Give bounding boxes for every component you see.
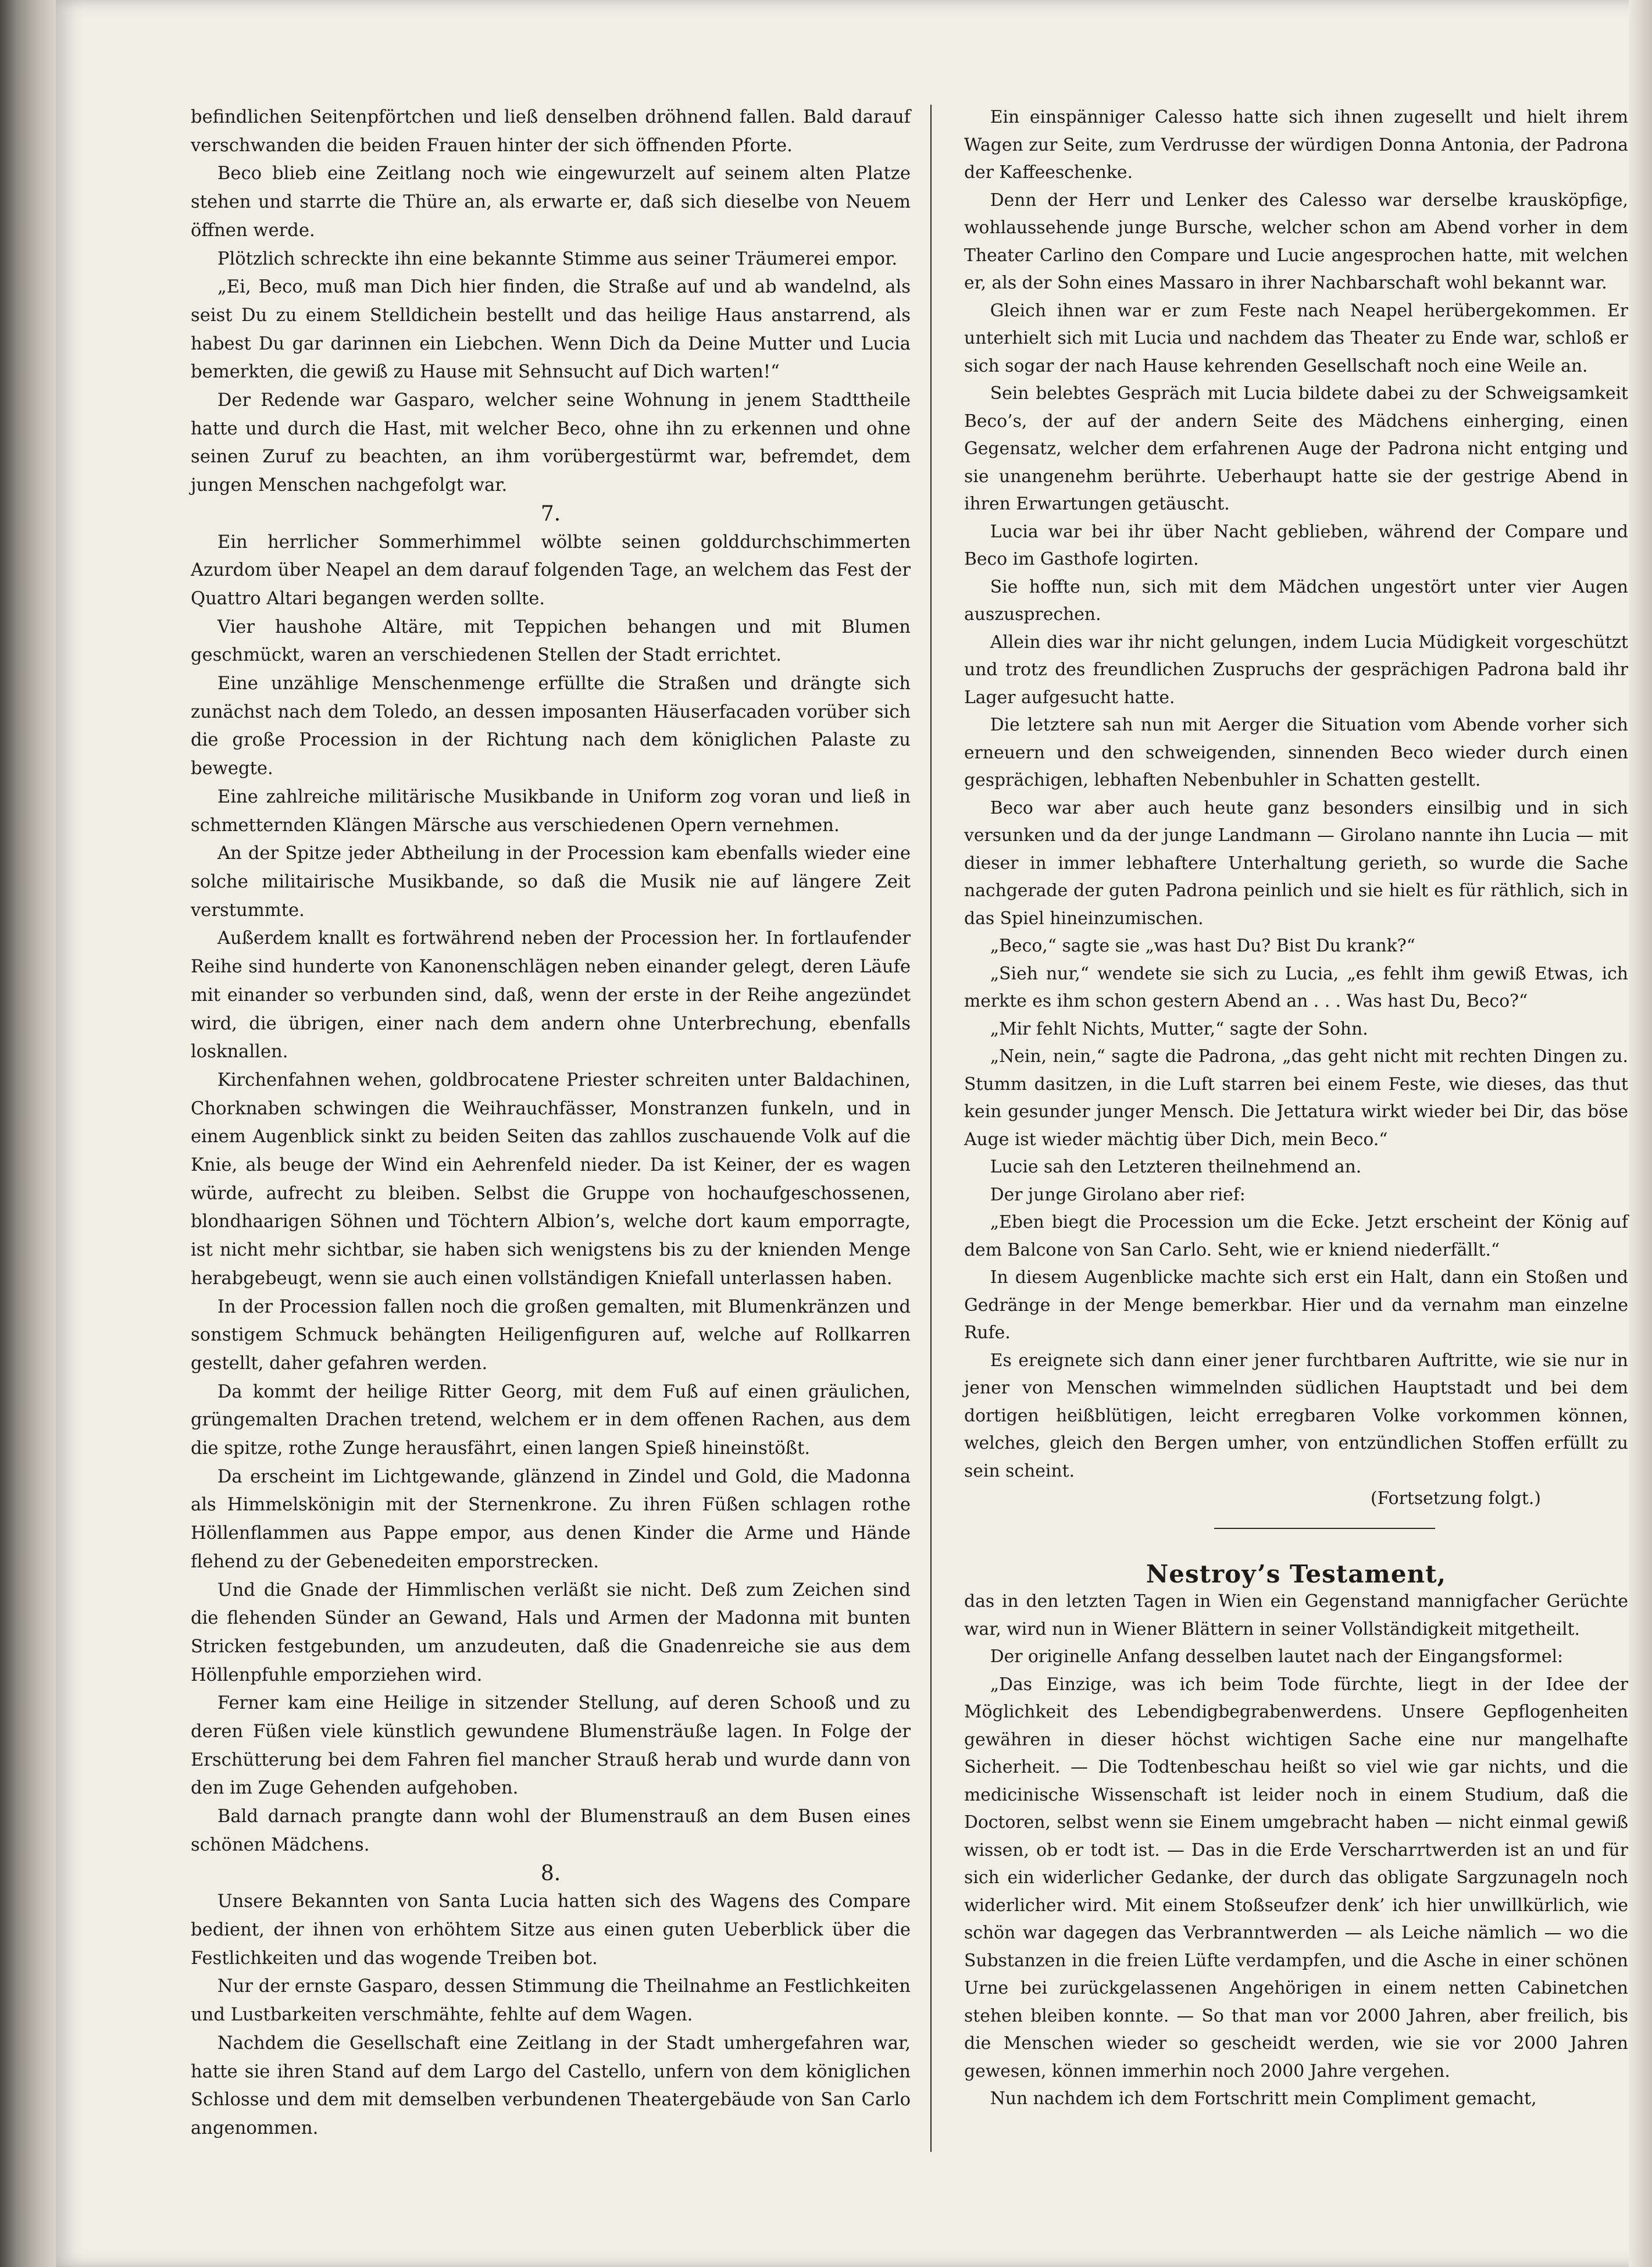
paragraph: Plötzlich schreckte ihn eine bekannte Stimme aus seiner Träumerei empor. xyxy=(217,248,898,269)
paragraph: das in den letzten Tagen in Wien ein Gegenstand mannigfacher Gerüchte war, wird nun in Wiener Blättern in seiner Vollständigkeit mitgetheilt. xyxy=(964,1591,1628,1639)
paragraph: Ein herrlicher Sommerhimmel wölbte seinen golddurchschimmerten Azurdom über Neapel an dem darauf folgenden Tage, an welchem das Fest der Quattro Altari begangen werden sollte. xyxy=(191,532,911,609)
paragraph: Nachdem die Gesellschaft eine Zeitlang in der Stadt umhergefahren war, hatte sie ihren Stand auf dem Largo del Castello, unfern von dem königlichen Schlosse und dem mit demselben verbundenen Theatergebäude von San Carlo angenommen. xyxy=(191,2033,911,2138)
paragraph: Ein einspänniger Calesso hatte sich ihnen zugesellt und hielt ihrem Wagen zur Seite, zum Verdrusse der würdigen Donna Antonia, der Padrona der Kaffeeschenke. xyxy=(964,107,1628,183)
column-divider xyxy=(930,105,932,2152)
article-headline: Nestroy’s Testament, xyxy=(1146,1559,1447,1588)
paragraph: Beco war aber auch heute ganz besonders einsilbig und in sich versunken und da der junge Landmann — Girolano nannte ihn Lucia — mit dieser in immer lebhaftere Unterhaltung gerieth, so wurde die Sache nachgerade der guten Padrona peinlich und sie hielt es für räthlich, sich in das Spiel hineinzumischen. xyxy=(964,797,1628,929)
paragraph: Da kommt der heilige Ritter Georg, mit dem Fuß auf einen gräulichen, grüngemalten Drachen tretend, welchem er in dem offenen Rachen, aus dem die spitze, rothe Zunge herausfährt, einen langen Spieß hineinstößt. xyxy=(191,1381,911,1459)
page-edge xyxy=(1629,0,1652,2267)
paragraph: Lucia war bei ihr über Nacht geblieben, während der Compare und Beco im Gasthofe logirten. xyxy=(964,521,1628,569)
paragraph: Da erscheint im Lichtgewande, glänzend in Zindel und Gold, die Madonna als Himmelskönigin mit der Sternenkrone. Zu ihren Füßen schlagen rothe Höllenflammen aus Pappe empor, aus denen Kinder die Arme und Hände flehend zu der Gebenedeiten emporstrecken. xyxy=(191,1466,911,1572)
paragraph: Vier haushohe Altäre, mit Teppichen behangen und mit Blumen geschmückt, waren an verschiedenen Stellen der Stadt errichtet. xyxy=(191,616,911,666)
paragraph: „Sieh nur,“ wendete sie sich zu Lucia, „es fehlt ihm gewiß Etwas, ich merkte es ihm schon gestern Abend an . . . Was hast Du, Beco?“ xyxy=(964,963,1628,1011)
section-number: 7. xyxy=(540,501,561,526)
paragraph: Der originelle Anfang desselben lautet nach der Eingangsformel: xyxy=(990,1646,1564,1667)
paragraph: Ferner kam eine Heilige in sitzender Stellung, auf deren Schooß und zu deren Füßen viele künstlich gewundene Blumensträuße lagen. In Folge der Erschütterung bei dem Fahren fiel mancher Strauß herab und wurde dann von den im Zuge Gehenden aufgehoben. xyxy=(191,1693,911,1799)
paragraph: Kirchenfahnen wehen, goldbrocatene Priester schreiten unter Baldachinen, Chorknaben schwingen die Weihrauchfässer, Monstranzen funkeln, und in einem Augenblick sinkt zu beiden Seiten das zahllos zuschauende Volk auf die Knie, als beuge der Wind ein Aehrenfeld nieder. Da ist Keiner, der es wagen würde, aufrecht zu bleiben. Selbst die Gruppe von hochaufgeschossenen, blondhaarigen Söhnen und Töchtern Albion’s, welche dort kaum emporragte, ist nicht mehr sichtbar, sie haben sich wenigstens bis zu der knienden Menge herabgebeugt, wenn sie auch einen vollständigen Kniefall unterlassen haben. xyxy=(191,1070,911,1289)
paragraph: Bald darnach prangte dann wohl der Blumenstrauß an dem Busen eines schönen Mädchens. xyxy=(191,1806,911,1855)
paragraph: Der junge Girolano aber rief: xyxy=(990,1184,1246,1205)
paragraph: Sein belebtes Gespräch mit Lucia bildete dabei zu der Schweigsamkeit Beco’s, der auf der andern Seite des Mädchens einherging, einen Gegensatz, welcher dem erfahrenen Auge der Padrona nicht entging und sie unangenehm berührte. Ueberhaupt hatte sie der gestrige Abend in ihren Erwartungen getäuscht. xyxy=(964,383,1628,514)
paragraph: „Eben biegt die Procession um die Ecke. Jetzt erscheint der König auf dem Balcone von San Carlo. Seht, wie er kniend niederfällt.“ xyxy=(964,1212,1628,1260)
separator-rule xyxy=(964,1513,1628,1543)
continuation-note: (Fortsetzung folgt.) xyxy=(1371,1488,1541,1509)
paragraph: befindlichen Seitenpförtchen und ließ denselben dröhnend fallen. Bald darauf verschwanden die beiden Frauen hinter der sich öffnenden Pforte. xyxy=(191,107,911,156)
paragraph: In der Procession fallen noch die großen gemalten, mit Blumenkränzen und sonstigem Schmuck behängten Heiligenfiguren auf, welche auf Rollkarren gestellt, daher gefahren werden. xyxy=(191,1296,911,1374)
paragraph: „Nein, nein,“ sagte die Padrona, „das geht nicht mit rechten Dingen zu. Stumm dasitzen, in die Luft starren bei einem Feste, wie dieses, das thut kein gesunder junger Mensch. Die Jettatura wirkt wieder bei Dir, das böse Auge ist wieder mächtig über Dich, mein Beco.“ xyxy=(964,1046,1628,1150)
paragraph: Allein dies war ihr nicht gelungen, indem Lucia Müdigkeit vorgeschützt und trotz des freundlichen Zuspruchs der gesprächigen Padrona bald ihr Lager aufgesucht hatte. xyxy=(964,632,1628,708)
paragraph: An der Spitze jeder Abtheilung in der Procession kam ebenfalls wieder eine solche militairische Musikbande, so daß die Musik nie auf längere Zeit verstummte. xyxy=(191,843,911,921)
paragraph: Und die Gnade der Himmlischen verläßt sie nicht. Deß zum Zeichen sind die flehenden Sünder an Gewand, Hals und Armen der Madonna mit bunten Stricken festgebunden, um anzudeuten, daß die Gnadenreiche sie aus dem Höllenpfuhle emporziehen wird. xyxy=(191,1580,911,1685)
paragraph: Gleich ihnen war er zum Feste nach Neapel herübergekommen. Er unterhielt sich mit Lucia und nachdem das Theater zu Ende war, schloß er sich sogar der nach Hause kehrenden Gesellschaft noch eine Weile an. xyxy=(964,300,1628,376)
paragraph: Beco blieb eine Zeitlang noch wie eingewurzelt auf seinem alten Platze stehen und starrte die Thüre an, als erwarte er, daß sich dieselbe von Neuem öffnen werde. xyxy=(191,163,911,241)
paragraph: Denn der Herr und Lenker des Calesso war derselbe krausköpfige, wohlaussehende junge Bursche, welcher schon am Abend vorher in dem Theater Carlino den Compare und Lucie angesprochen hatte, mit welchen er, als der Sohn eines Massaro in ihrer Nachbarschaft wohl bekannt war. xyxy=(964,190,1628,293)
paragraph: Sie hoffte nun, sich mit dem Mädchen ungestört unter vier Augen auszusprechen. xyxy=(964,576,1628,625)
paragraph: Unsere Bekannten von Santa Lucia hatten sich des Wagens des Compare bedient, der ihnen von erhöhtem Sitze aus einen guten Ueberblick über die Festlichkeiten und das wogende Treiben bot. xyxy=(191,1891,911,1969)
paragraph: Nun nachdem ich dem Fortschritt mein Compliment gemacht, xyxy=(990,2088,1537,2109)
paragraph: Es ereignete sich dann einer jener furchtbaren Auftritte, wie sie nur in jener von Menschen wimmelnden südlichen Hauptstadt und bei dem dortigen heißblütigen, leicht erregbaren Volke vorkommen können, welches, gleich den Bergen umher, von entzündlichen Stoffen erfüllt zu sein scheint. xyxy=(964,1350,1628,1481)
paragraph: Eine zahlreiche militärische Musikbande in Uniform zog voran und ließ in schmetternden Klängen Märsche aus verschiedenen Opern vernehmen. xyxy=(191,786,911,836)
paragraph: Eine unzählige Menschenmenge erfüllte die Straßen und drängte sich zunächst nach dem Toledo, an dessen imposanten Häuserfacaden vorüber sich die große Procession in der Richtung nach dem königlichen Palaste zu bewegte. xyxy=(191,673,911,779)
paragraph: Außerdem knallt es fortwährend neben der Procession her. In fortlaufender Reihe sind hunderte von Kanonenschlägen neben einander gelegt, deren Läufe mit einander so verbunden sind, daß, wenn der erste in der Reihe angezündet wird, die übrigen, einer nach dem andern ohne Unterbrechung, ebenfalls losknallen. xyxy=(191,928,911,1063)
left-column xyxy=(191,104,911,2143)
paragraph: Nur der ernste Gasparo, dessen Stimmung die Theilnahme an Festlichkeiten und Lustbarkeiten verschmähte, fehlte auf dem Wagen. xyxy=(191,1976,911,2026)
paragraph: Der Redende war Gasparo, welcher seine Wohnung in jenem Stadttheile hatte und durch die Hast, mit welcher Beco, ohne ihn zu erkennen und ohne seinen Zuruf zu beachten, an ihm vorübergestürmt war, befremdet, dem jungen Menschen nachgefolgt war. xyxy=(191,390,911,496)
paragraph: „Mir fehlt Nichts, Mutter,“ sagte der Sohn. xyxy=(990,1018,1368,1039)
paragraph: „Das Einzige, was ich beim Tode fürchte, liegt in der Idee der Möglichkeit des Lebendigbegrabenwerdens. Unsere Gepflogenheiten gewähren in dieser höchst wichtigen Sache eine nur mangelhafte Sicherheit. — Die Todtenbeschau heißt so viel wie gar nichts, und die medicinische Wissenschaft ist leider noch in einem Studium, daß die Doctoren, selbst wenn sie Einem umgebracht haben — nicht einmal gewiß wissen, ob er todt ist. — Das in die Erde Verscharrtwerden ist an und für sich ein widerlicher Gedanke, der durch das obligate Sargzunageln noch widerlicher wird. Mit einem Stoßseufzer denk’ ich hier unwillkürlich, wie schön war dagegen das Verbranntwerden — als Leiche nämlich — wo die Substanzen in die freien Lüfte verdampfen, und die Asche in einer schönen Urne bei zurückgelassenen Angehörigen in einem netten Cabinetchen stehen bleiben konnte. — So that man vor 2000 Jahren, aber freilich, bis die Menschen wieder so gescheidt werden, wie sie vor 2000 Jahren gewesen, können immerhin noch 2000 Jahre vergehen. xyxy=(964,1674,1628,2081)
paragraph: Lucie sah den Letzteren theilnehmend an. xyxy=(990,1157,1362,1177)
paragraph: „Beco,“ sagte sie „was hast Du? Bist Du krank?“ xyxy=(990,936,1415,956)
section-number: 8. xyxy=(540,1861,561,1885)
paragraph: In diesem Augenblicke machte sich erst ein Halt, dann ein Stoßen und Gedränge in der Menge bemerkbar. Hier und da vernahm man einzelne Rufe. xyxy=(964,1267,1628,1343)
paragraph: Die letztere sah nun mit Aerger die Situation vom Abende vorher sich erneuern und den schweigenden, sinnenden Beco wieder durch einen gesprächigen, lebhaften Nebenbuhler in Schatten gestellt. xyxy=(964,715,1628,790)
paragraph: „Ei, Beco, muß man Dich hier finden, die Straße auf und ab wandelnd, als seist Du zu einem Stelldichein bestellt und das heilige Haus anstarrend, als habest Du gar darinnen ein Liebchen. Wenn Dich da Deine Mutter und Lucia bemerkten, die gewiß zu Hause mit Sehnsucht auf Dich warten!“ xyxy=(191,277,911,383)
right-column xyxy=(964,104,1628,2113)
